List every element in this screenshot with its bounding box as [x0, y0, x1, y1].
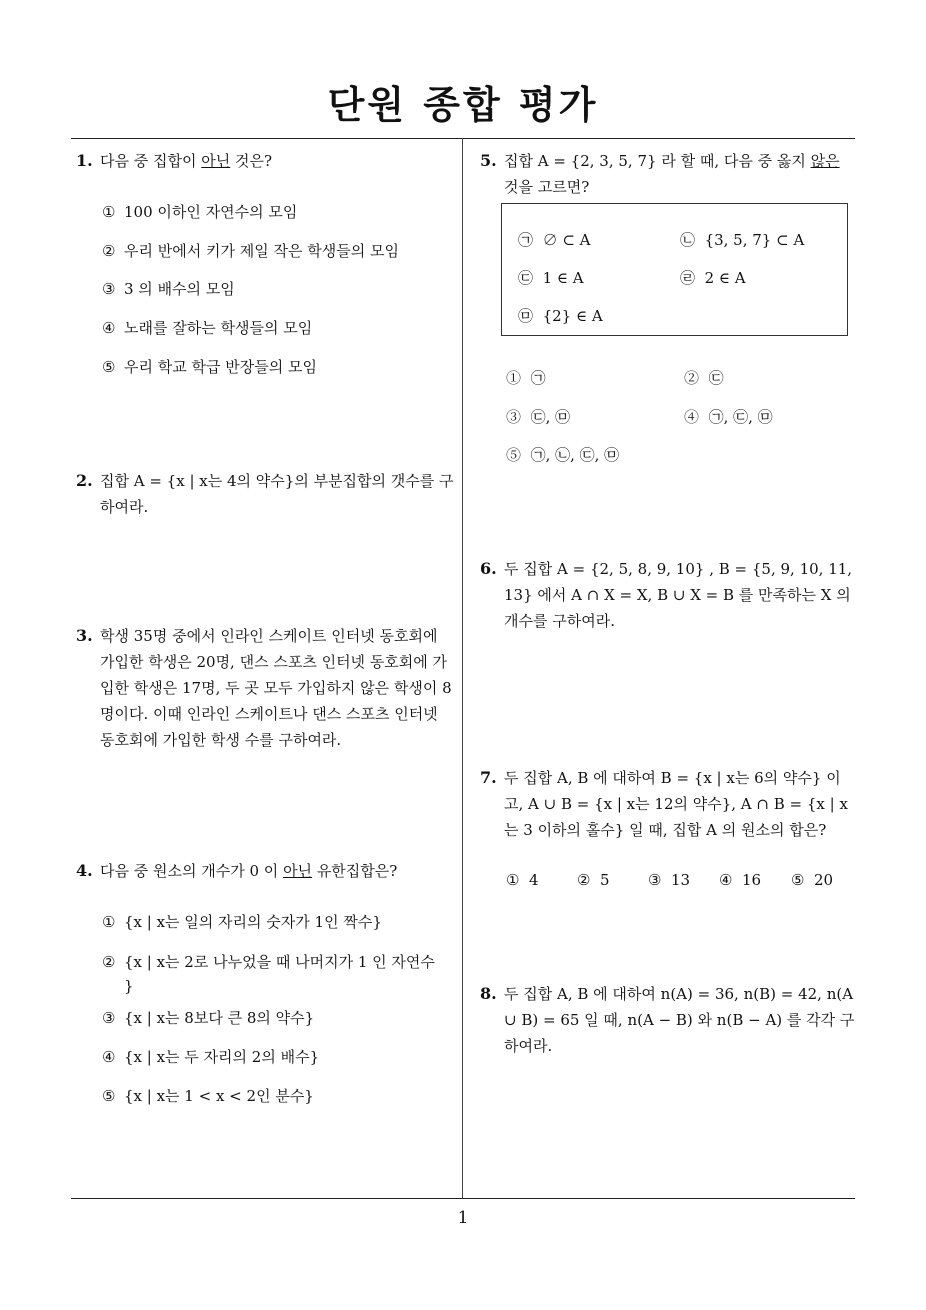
- q4-option-3[interactable]: ③ {x | x는 8보다 큰 8의 약수}: [102, 1009, 315, 1027]
- question-4: [76, 858, 456, 884]
- question-text: 두 집합 A, B 에 대하여 n(A) = 36, n(B) = 42, n(A ∪ B) = 65 일 때, n(A − B) 와 n(B − A) 를 각각 구하여라.: [504, 985, 855, 1055]
- question-number: 8.: [480, 984, 497, 1003]
- q7-option-4[interactable]: ④ 16: [719, 871, 762, 889]
- question-7: [480, 765, 858, 843]
- statement-item: ㉤ {2} ∈ A: [518, 307, 603, 325]
- question-text: 두 집합 A = {2, 5, 8, 9, 10} , B = {5, 9, 10, 11, 13} 에서 A ∩ X = X, B ∪ X = B 를 만족하는 X 의 개수를 구하여라.: [504, 560, 853, 630]
- q1-option-3[interactable]: ③ 3 의 배수의 모임: [102, 280, 235, 298]
- question-2: [76, 468, 456, 520]
- q7-option-3[interactable]: ③ 13: [648, 871, 691, 889]
- question-number: 4.: [76, 861, 93, 880]
- q7-option-2[interactable]: ② 5: [577, 871, 610, 889]
- statement-item: ㉢ 1 ∈ A: [518, 269, 584, 287]
- question-text: 다음 중 집합이 아닌 것은?: [100, 152, 273, 170]
- question-text: 두 집합 A, B 에 대하여 B = {x | x는 6의 약수} 이고, A ∪ B = {x | x는 12의 약수}, A ∩ B = {x | x는 3 이하의 홀수} 일 때, 집합 A 의 원소의 합은?: [504, 769, 848, 839]
- q1-option-5[interactable]: ⑤ 우리 학교 학급 반장들의 모임: [102, 358, 317, 376]
- question-number: 7.: [480, 768, 497, 787]
- question-number: 3.: [76, 626, 93, 645]
- question-8: [480, 981, 858, 1059]
- statement-box: [501, 203, 848, 336]
- question-text: 집합 A = {x | x는 4의 약수}의 부분집합의 갯수를 구하여라.: [100, 472, 454, 516]
- q7-option-1[interactable]: ① 4: [506, 871, 539, 889]
- statement-item: ㉡ {3, 5, 7} ⊂ A: [680, 231, 805, 249]
- question-number: 5.: [480, 151, 497, 170]
- q1-option-4[interactable]: ④ 노래를 잘하는 학생들의 모임: [102, 319, 313, 337]
- bottom-rule: [71, 1198, 855, 1199]
- q7-option-5[interactable]: ⑤ 20: [791, 871, 834, 889]
- q4-option-5[interactable]: ⑤ {x | x는 1 < x < 2인 분수}: [102, 1087, 314, 1105]
- q4-option-4[interactable]: ④ {x | x는 두 자리의 2의 배수}: [102, 1048, 320, 1066]
- question-text: 다음 중 원소의 개수가 0 이 아닌 유한집합은?: [100, 862, 398, 880]
- q4-option-2[interactable]: ② {x | x는 2로 나누었을 때 나머지가 1 인 자연수 }: [102, 953, 435, 995]
- question-text: 학생 35명 중에서 인라인 스케이트 인터넷 동호회에 가입한 학생은 20명, 댄스 스포츠 인터넷 동호회에 가입한 학생은 17명, 두 곳 모두 가입하지 않은 학생이 8명이다. 이때 인라인 스케이트나 댄스 스포츠 인터넷 동호회에 가입한 학생 수를 구하여라.: [100, 627, 452, 749]
- q1-option-1[interactable]: ① 100 이하인 자연수의 모임: [102, 203, 298, 221]
- question-6: [480, 556, 858, 634]
- q5-option-1[interactable]: ① ㉠: [506, 369, 546, 387]
- q5-option-2[interactable]: ② ㉢: [684, 369, 724, 387]
- q5-option-4[interactable]: ④ ㉠, ㉢, ㉤: [684, 408, 773, 426]
- question-5: [480, 148, 858, 200]
- question-number: 6.: [480, 559, 497, 578]
- column-divider: [462, 138, 463, 1198]
- question-1: [76, 148, 456, 174]
- statement-item: ㉣ 2 ∈ A: [680, 269, 746, 287]
- q5-option-5[interactable]: ⑤ ㉠, ㉡, ㉢, ㉤: [506, 446, 620, 464]
- question-number: 2.: [76, 471, 93, 490]
- question-3: [76, 623, 456, 753]
- page-number: 1: [457, 1208, 469, 1228]
- page-title: 단원 종합 평가: [327, 83, 599, 127]
- q4-option-1[interactable]: ① {x | x는 일의 자리의 숫자가 1인 짝수}: [102, 913, 382, 931]
- q1-option-2[interactable]: ② 우리 반에서 키가 제일 작은 학생들의 모임: [102, 242, 399, 260]
- question-number: 1.: [76, 151, 93, 170]
- statement-item: ㉠ ∅ ⊂ A: [518, 231, 591, 249]
- question-text: 집합 A = {2, 3, 5, 7} 라 할 때, 다음 중 옳지 않은 것을 고르면?: [504, 152, 840, 196]
- top-rule: [71, 138, 855, 139]
- q5-option-3[interactable]: ③ ㉢, ㉤: [506, 408, 571, 426]
